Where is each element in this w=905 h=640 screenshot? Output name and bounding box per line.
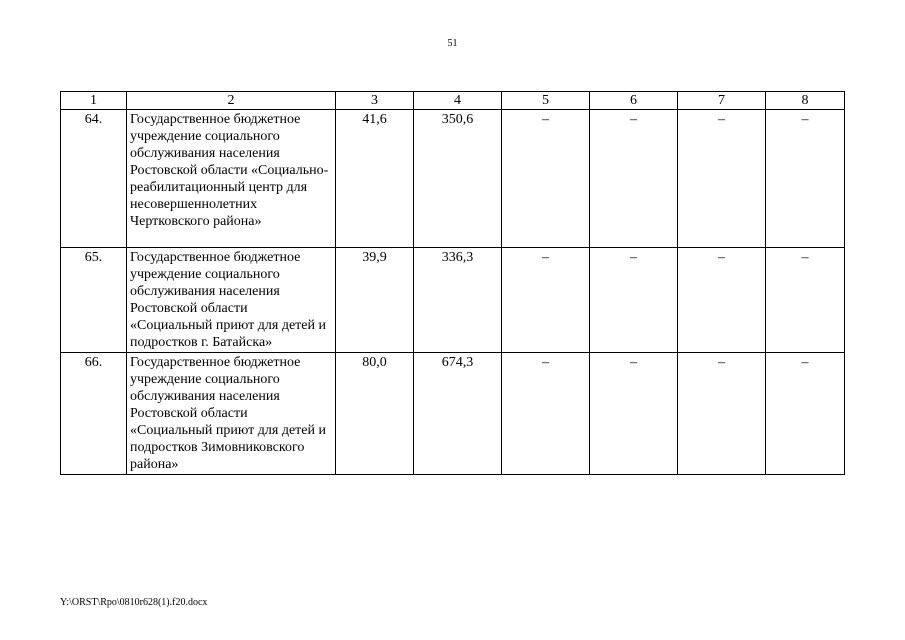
cell-col6: – (590, 248, 678, 353)
cell-col4: 350,6 (414, 110, 502, 248)
cell-col6: – (590, 110, 678, 248)
cell-col8: – (766, 110, 845, 248)
cell-col5: – (502, 353, 590, 475)
cell-col3: 80,0 (336, 353, 414, 475)
institution-name: Государственное бюджетное учреждение социального обслуживания населения Ростовской области «Социально-реабилитационный центр для несовершеннолетних Чертковского района» (127, 110, 336, 248)
page-number: 51 (447, 38, 458, 49)
table-row (61, 110, 845, 248)
column-header: 7 (678, 92, 766, 110)
file-path-footer: Y:\ORST\Rpo\0810r628(1).f20.docx (60, 597, 208, 608)
cell-col7: – (678, 353, 766, 475)
cell-col3: 39,9 (336, 248, 414, 353)
column-header: 8 (766, 92, 845, 110)
table-row (61, 248, 845, 353)
row-number: 65. (61, 248, 127, 353)
column-header: 3 (336, 92, 414, 110)
row-number: 66. (61, 353, 127, 475)
cell-col4: 336,3 (414, 248, 502, 353)
column-header: 5 (502, 92, 590, 110)
column-header: 1 (61, 92, 127, 110)
column-header: 2 (127, 92, 336, 110)
column-header: 4 (414, 92, 502, 110)
table-row (61, 353, 845, 475)
cell-col4: 674,3 (414, 353, 502, 475)
cell-col7: – (678, 110, 766, 248)
institution-name: Государственное бюджетное учреждение социального обслуживания населения Ростовской области «Социальный приют для детей и подростков г. Батайска» (127, 248, 336, 353)
institution-name: Государственное бюджетное учреждение социального обслуживания населения Ростовской области «Социальный приют для детей и подростков Зимовниковского района» (127, 353, 336, 475)
cell-col6: – (590, 353, 678, 475)
cell-col8: – (766, 353, 845, 475)
table-header-row (61, 92, 845, 110)
cell-col3: 41,6 (336, 110, 414, 248)
cell-col5: – (502, 110, 590, 248)
row-number: 64. (61, 110, 127, 248)
data-table (60, 91, 845, 475)
cell-col5: – (502, 248, 590, 353)
cell-col8: – (766, 248, 845, 353)
cell-col7: – (678, 248, 766, 353)
column-header: 6 (590, 92, 678, 110)
